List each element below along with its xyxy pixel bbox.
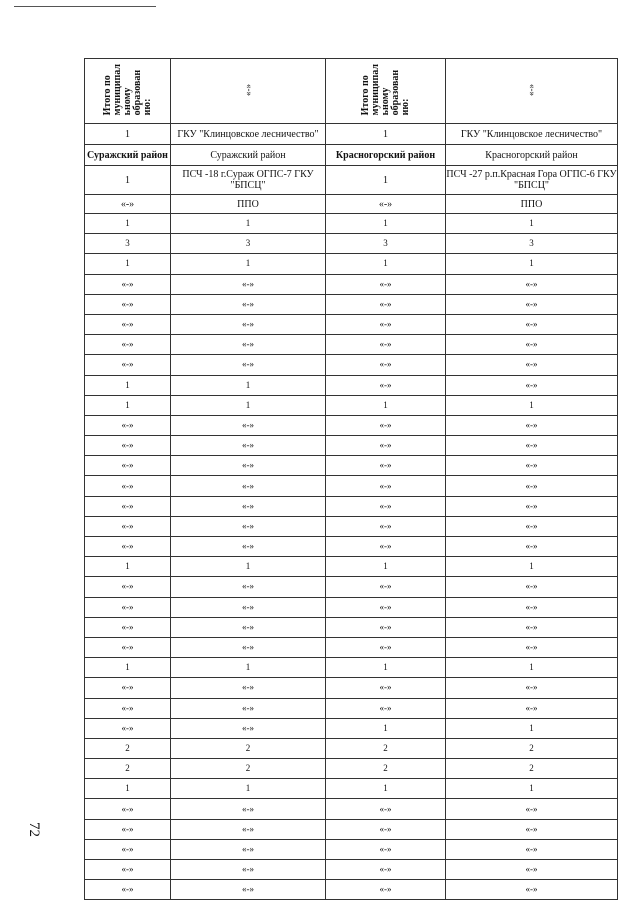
table-row [85,738,618,758]
table-cell: «-» [85,577,171,597]
table-cell: «-» [171,718,326,738]
top-rule [14,6,156,7]
header-dash-cell [446,59,618,124]
table-cell: 2 [85,759,171,779]
table-row [85,860,618,880]
table-cell: «-» [446,678,618,698]
table-cell: 2 [446,759,618,779]
table-row [85,214,618,234]
table-cell: «-» [171,496,326,516]
table-cell: «-» [446,294,618,314]
fire-unit-row [85,166,618,195]
table-cell: «-» [446,617,618,637]
table-cell: «-» [326,839,446,859]
table-cell: «-» [326,597,446,617]
table-cell: 1 [171,395,326,415]
forestry-name: ГКУ "Клинцовское лесничество" [171,124,326,145]
table-cell: «-» [446,597,618,617]
table-cell: 1 [171,658,326,678]
table-cell: «-» [326,415,446,435]
table-cell: «-» [171,335,326,355]
table-cell: «-» [171,597,326,617]
table-cell: 1 [326,395,446,415]
table-cell: 1 [171,779,326,799]
table-cell: «-» [446,516,618,536]
table-cell: 2 [85,738,171,758]
table-cell: 1 [171,557,326,577]
table-row [85,314,618,334]
table-cell: «-» [171,577,326,597]
district-name: Красногорский район [446,145,618,166]
table-cell: «-» [326,799,446,819]
table-row [85,395,618,415]
table-cell: «-» [446,537,618,557]
table-cell: «-» [326,698,446,718]
header-total-cell [85,59,171,124]
table-row [85,637,618,657]
table-cell: «-» [171,860,326,880]
table-cell: «-» [326,678,446,698]
table-cell: «-» [85,860,171,880]
table-cell: 1 [85,254,171,274]
table-row [85,496,618,516]
table-row [85,779,618,799]
table-row [85,537,618,557]
table-cell: 1 [85,557,171,577]
table-row [85,597,618,617]
table-cell: «-» [171,819,326,839]
table-cell: 1 [85,214,171,234]
table-row [85,799,618,819]
table-cell: 1 [446,718,618,738]
table-cell: «-» [446,880,618,900]
table-cell: «-» [326,375,446,395]
table-cell: «-» [326,335,446,355]
table-row [85,335,618,355]
table-cell: «-» [446,335,618,355]
table-row [85,577,618,597]
table-cell: «-» [85,436,171,456]
table-cell: «-» [446,274,618,294]
table-cell: «-» [326,516,446,536]
table-cell: 1 [326,254,446,274]
table-row [85,355,618,375]
table-cell: «-» [85,314,171,334]
table-cell: «-» [85,456,171,476]
table-cell: «-» [85,476,171,496]
table-cell: «-» [326,496,446,516]
table-cell: «-» [446,476,618,496]
table-cell: «-» [171,415,326,435]
header-total-label: Итого по муниципал ьному образован ию: [359,63,411,116]
table-row [85,718,618,738]
ppo-row [85,195,618,214]
table-cell: «-» [85,839,171,859]
table-row [85,436,618,456]
table-cell: «-» [326,274,446,294]
table-cell: «-» [446,456,618,476]
table-cell: «-» [85,355,171,375]
header-total-cell [326,59,446,124]
table-cell: «-» [85,516,171,536]
table-cell: «-» [85,597,171,617]
table-cell: «-» [171,355,326,375]
table-cell: 1 [326,124,446,145]
table-cell: «-» [446,839,618,859]
table-cell: «-» [171,456,326,476]
table-cell: «-» [85,698,171,718]
table-cell: «-» [171,698,326,718]
table-cell: 1 [326,658,446,678]
table-cell: 3 [446,234,618,254]
table-cell: «-» [85,637,171,657]
table-cell: «-» [85,799,171,819]
table-row [85,254,618,274]
table-cell: 1 [85,375,171,395]
table-cell: 3 [85,234,171,254]
table-cell: 1 [85,779,171,799]
register-table [84,58,618,900]
table-cell: 1 [446,254,618,274]
table-cell: «-» [85,718,171,738]
table-cell: 2 [446,738,618,758]
table-cell: 1 [326,779,446,799]
district-name: Суражский район [85,145,171,166]
table-cell: «-» [446,799,618,819]
table-cell: «-» [171,294,326,314]
table-cell: «-» [171,436,326,456]
table-cell: 1 [326,557,446,577]
table-cell: «-» [446,415,618,435]
table-cell: 2 [171,759,326,779]
table-cell: «-» [446,577,618,597]
table-cell: «-» [446,698,618,718]
table-cell: «-» [326,436,446,456]
table-row [85,476,618,496]
table-cell: «-» [326,195,446,214]
table-row [85,880,618,900]
table-cell: «-» [85,819,171,839]
table-cell: «-» [326,314,446,334]
table-row [85,557,618,577]
table-cell: «-» [171,617,326,637]
table-row [85,698,618,718]
table-cell: «-» [326,577,446,597]
table-cell: 1 [446,214,618,234]
header-dash-label: «-» [242,83,253,96]
table-cell: «-» [171,839,326,859]
ppo-label: ППО [446,195,618,214]
table-cell: 1 [171,254,326,274]
page-number: 72 [26,822,42,837]
table-cell: «-» [171,516,326,536]
table-cell: 2 [171,738,326,758]
table-row [85,617,618,637]
table-cell: 1 [446,395,618,415]
table-cell: 1 [171,375,326,395]
table-cell: «-» [85,537,171,557]
table-cell: «-» [85,274,171,294]
table-cell: «-» [326,819,446,839]
header-dash-cell [171,59,326,124]
header-dash-label: «-» [526,83,536,96]
table-row [85,839,618,859]
fire-unit-name: ПСЧ -18 г.Сураж ОГПС-7 ГКУ "БПСЦ" [171,166,326,195]
table-cell: 1 [85,166,171,195]
table-cell: 2 [326,759,446,779]
table-cell: «-» [326,880,446,900]
table-cell: 2 [326,738,446,758]
table-cell: «-» [326,355,446,375]
district-name: Суражский район [171,145,326,166]
table-row [85,678,618,698]
table-cell: 3 [171,234,326,254]
table-row [85,658,618,678]
table-cell: 1 [326,718,446,738]
table-cell: «-» [446,860,618,880]
table-cell: «-» [85,496,171,516]
fire-unit-name: ПСЧ -27 р.п.Красная Гора ОГПС-6 ГКУ "БПСЦ" [446,166,618,195]
table-row [85,759,618,779]
district-name: Красногорский район [326,145,446,166]
table-cell: 1 [446,658,618,678]
table-row [85,819,618,839]
table-row [85,516,618,536]
header-row [85,59,618,124]
table-cell: 1 [85,658,171,678]
table-cell: «-» [326,637,446,657]
table-cell: «-» [446,355,618,375]
table-cell: 1 [326,214,446,234]
ppo-label: ППО [171,195,326,214]
table-cell: «-» [446,819,618,839]
table-cell: «-» [85,294,171,314]
table-cell: «-» [171,274,326,294]
table-cell: «-» [446,637,618,657]
table-cell: 1 [171,214,326,234]
table-cell: 1 [326,166,446,195]
table-cell: 1 [446,779,618,799]
table-cell: «-» [326,294,446,314]
forestry-name: ГКУ "Клинцовское лесничество" [446,124,618,145]
table-row [85,456,618,476]
table-row [85,274,618,294]
table-cell: «-» [171,880,326,900]
table-cell: «-» [171,678,326,698]
table-cell: «-» [85,880,171,900]
table-cell: «-» [446,496,618,516]
table-cell: «-» [85,335,171,355]
table-cell: «-» [85,415,171,435]
header-total-label: Итого по муниципал ьному образован ию: [101,63,153,116]
table-cell: «-» [85,617,171,637]
table-cell: «-» [171,637,326,657]
district-row [85,145,618,166]
table-cell: 1 [85,395,171,415]
table-row [85,415,618,435]
table-cell: «-» [326,617,446,637]
table-cell: 3 [326,234,446,254]
table-cell: «-» [85,678,171,698]
table-cell: «-» [326,456,446,476]
table-cell: «-» [85,195,171,214]
table-cell: «-» [171,799,326,819]
table-row [85,375,618,395]
table-cell: 1 [85,124,171,145]
table-cell: «-» [171,476,326,496]
forestry-row [85,124,618,145]
table-cell: 1 [446,557,618,577]
table-cell: «-» [171,314,326,334]
table-cell: «-» [446,314,618,334]
table-cell: «-» [446,375,618,395]
table-cell: «-» [171,537,326,557]
table-row [85,234,618,254]
table-cell: «-» [326,860,446,880]
table-cell: «-» [326,537,446,557]
table-cell: «-» [326,476,446,496]
table-cell: «-» [446,436,618,456]
table-row [85,294,618,314]
